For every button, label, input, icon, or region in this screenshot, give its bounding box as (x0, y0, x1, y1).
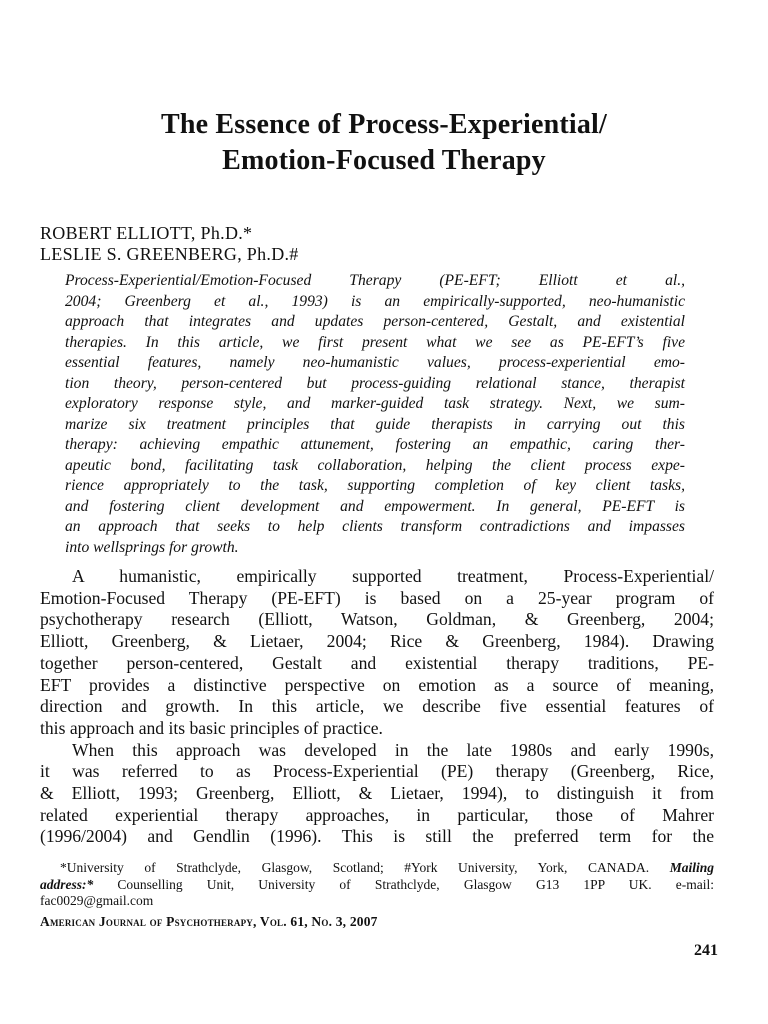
body-line: related experiential therapy approaches, in particular, those of Mahrer (40, 804, 714, 825)
footnote-email: fac0029@gmail.com (40, 893, 154, 908)
abstract-line: tion theory, person-centered but process-guiding relational stance, therapist (65, 374, 685, 392)
article-title-line-1: The Essence of Process-Experiential/ (160, 109, 608, 140)
abstract-line: therapy: achieving empathic attunement, fostering an empathic, caring ther- (65, 436, 685, 453)
abstract-line: essential features, namely neo-humanistic values, process-experiential emo- (65, 354, 685, 371)
abstract-line: apeutic bond, facilitating task collaboration, helping the client process expe- (65, 456, 685, 474)
footnote-address: Counselling Unit, University of Strathclyde, Glasgow G13 1PP UK. e-mail: (117, 876, 714, 892)
body-line: it was referred to as Process-Experiential (PE) therapy (Greenberg, Rice, (40, 761, 714, 782)
abstract (65, 271, 685, 558)
abstract-line: marize six treatment principles that guide therapists in carrying out this (65, 415, 685, 433)
body-line: (1996/2004) and Gendlin (1996). This is still the preferred term for the (40, 826, 714, 847)
footnote-address-label: address:* (40, 876, 94, 892)
article-title-line-2: Emotion-Focused Therapy (222, 145, 546, 176)
author-2: LESLIE S. GREENBERG, Ph.D.# (40, 244, 299, 264)
abstract-line: into wellsprings for growth. (65, 538, 239, 556)
footnote-line-1 (40, 860, 714, 877)
footnote-mailing-label: Mailing (669, 860, 714, 875)
body-line: psychotherapy research (Elliott, Watson, Goldman, & Greenberg, 2004; (40, 609, 714, 630)
body-line: together person-centered, Gestalt and existential therapy traditions, PE- (40, 652, 714, 673)
abstract-line: and fostering client development and empowerment. In general, PE-EFT is (65, 497, 685, 515)
body-line: direction and growth. In this article, we describe five essential features of (40, 696, 714, 717)
body-text (40, 566, 714, 848)
body-line: A humanistic, empirically supported treatment, Process-Experiential/ (72, 566, 714, 586)
abstract-line: rience appropriately to the task, supporting completion of key client tasks, (65, 477, 685, 494)
abstract-line: exploratory response style, and marker-guided task strategy. Next, we sum- (65, 395, 685, 412)
body-line: Elliott, Greenberg, & Lietaer, 2004; Rice & Greenberg, 1984). Drawing (40, 631, 714, 652)
footnote-line-2 (40, 877, 714, 894)
body-line: Emotion-Focused Therapy (PE-EFT) is based on a 25-year program of (40, 587, 714, 608)
body-line: When this approach was developed in the late 1980s and early 1990s, (72, 739, 714, 760)
abstract-line: 2004; Greenberg et al., 1993) is an empirically-supported, neo-humanistic (65, 292, 685, 310)
abstract-line: Process-Experiential/Emotion-Focused Therapy (PE-EFT; Elliott et al., (65, 272, 685, 289)
body-line: this approach and its basic principles of practice. (40, 717, 383, 738)
abstract-line: approach that integrates and updates person-centered, Gestalt, and existential (65, 313, 685, 330)
abstract-line: therapies. In this article, we first present what we see as PE-EFT’s five (65, 333, 685, 351)
page-number: 241 (694, 942, 718, 959)
body-line: & Elliott, 1993; Greenberg, Elliott, & Lietaer, 1994), to distinguish it from (40, 783, 714, 804)
journal-citation: American Journal of Psychotherapy, Vol. 61, No. 3, 2007 (40, 914, 378, 929)
body-line: EFT provides a distinctive perspective on emotion as a source of meaning, (40, 674, 714, 695)
footnote-affiliations: *University of Strathclyde, Glasgow, Scotland; #York University, York, CANADA. (60, 860, 650, 875)
author-1: ROBERT ELLIOTT, Ph.D.* (40, 223, 253, 243)
author-footnote (40, 860, 714, 910)
abstract-line: an approach that seeks to help clients transform contradictions and impasses (65, 518, 685, 535)
